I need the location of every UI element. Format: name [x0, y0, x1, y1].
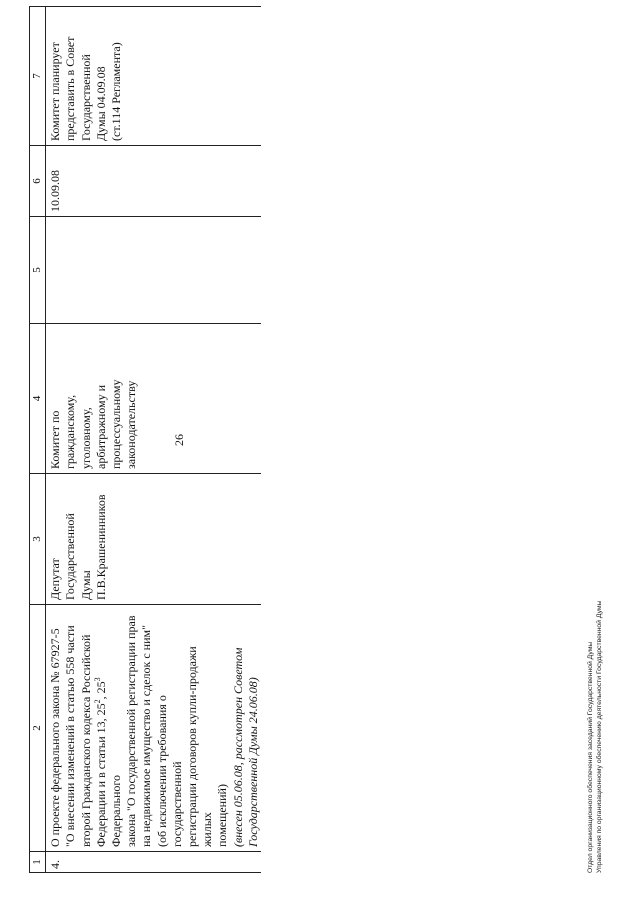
bill-description-cell — [46, 605, 261, 852]
initiator-line: Думы — [78, 570, 93, 600]
initiator-line: Депутат — [48, 558, 63, 600]
comment-line: Думы 04.09.08 — [93, 66, 108, 141]
footer-line: Отдел организационного обеспечения заседаний Государственной Думы — [587, 641, 594, 873]
page-number: 26 — [172, 434, 186, 446]
initiator-cell — [46, 474, 261, 605]
committee-line: Комитет по — [48, 410, 63, 469]
table-row — [46, 7, 261, 873]
comment-line: (ст.114 Регламента) — [109, 42, 124, 141]
initiator-line: Государственной — [63, 513, 78, 600]
row-number: 4. — [46, 852, 261, 873]
footer — [586, 173, 604, 873]
committee-line: уголовному, — [78, 407, 93, 469]
agenda-table — [29, 6, 261, 873]
bill-description-line: (об исключении требования о государственной — [154, 695, 184, 847]
column-number: 1 — [30, 852, 46, 873]
initiator-line: П.В.Крашенинников — [93, 494, 108, 600]
bill-description-line: регистрации договоров купли-продажи жилых — [185, 646, 215, 847]
bill-status-note: Государственной Думы 24.06.08) — [245, 677, 260, 847]
column-number: 7 — [30, 7, 46, 146]
bill-description-line: О проекте федерального закона № 67927-5 — [48, 628, 63, 847]
bill-description-line: второй Гражданского кодекса Российской — [78, 634, 93, 847]
column-number: 2 — [30, 605, 46, 852]
comment-line: Государственной — [78, 54, 93, 141]
date-cell: 10.09.08 — [46, 146, 261, 217]
column-number: 3 — [30, 474, 46, 605]
column-number-row — [30, 7, 46, 873]
bill-status-note: (внесен 05.06.08, рассмотрен Советом — [230, 647, 245, 847]
column-number: 6 — [30, 146, 46, 217]
column-number: 5 — [30, 217, 46, 324]
column-5-cell — [46, 217, 261, 324]
bill-description-line: помещений) — [215, 784, 230, 847]
bill-description-line: на недвижимое имущество и сделок с ним" — [139, 624, 154, 847]
column-number: 4 — [30, 324, 46, 474]
bill-description-line: "О внесении изменений в статью 558 части — [63, 625, 78, 847]
comment-line: Комитет планирует — [48, 42, 63, 141]
bill-description-line: закона "О государственной регистрации прав — [124, 615, 139, 847]
bill-description-line-with-superscripts: Федерации и в статьи 13, $25^2$, $25^3$ Федерального — [92, 677, 124, 847]
comment-cell — [46, 7, 261, 146]
footer-line: Управления по организационному обеспечению деятельности Государственной Думы — [596, 600, 603, 873]
comment-line: представить в Совет — [63, 36, 78, 141]
committee-line: законодательству — [124, 380, 139, 469]
committee-line: процессуальному — [109, 379, 124, 469]
committee-line: гражданскому, — [63, 394, 78, 469]
committee-cell — [46, 324, 261, 474]
committee-line: арбитражному и — [93, 384, 108, 469]
